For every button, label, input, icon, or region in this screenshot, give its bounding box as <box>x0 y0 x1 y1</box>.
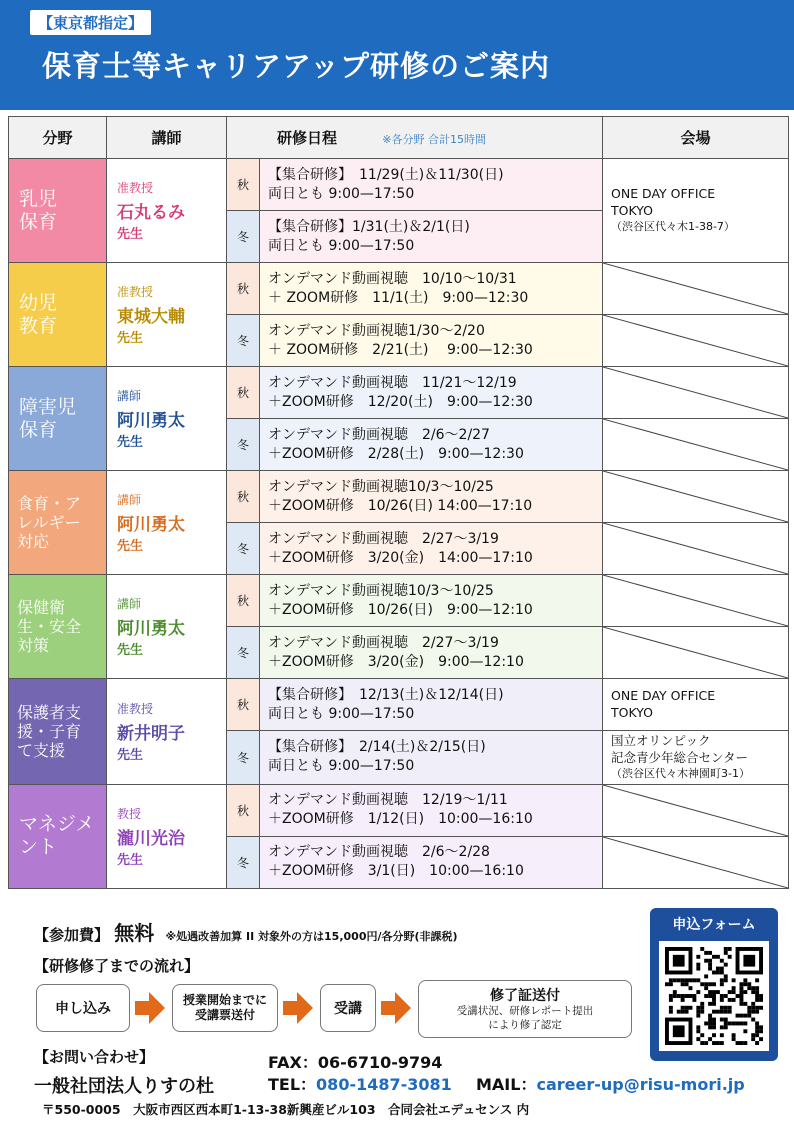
mail-label: MAIL： <box>476 1075 537 1094</box>
flow-step-certificate <box>418 980 632 1038</box>
venue-cell-empty <box>603 784 789 836</box>
session-detail-cell <box>260 211 603 263</box>
instructor-name: 新井明子 <box>117 723 185 744</box>
designation-tag: 【東京都指定】 <box>30 10 151 35</box>
session-detail: オンデマンド動画視聴 10/10〜10/31 ＋ ZOOM研修 11/1(土) 9:00—12:30 <box>268 270 529 306</box>
table-row <box>9 263 789 315</box>
table-row <box>9 367 789 419</box>
schedule-header-label: 研修日程 <box>277 129 338 147</box>
season-label: 秋 <box>236 594 249 608</box>
season-label: 秋 <box>236 803 249 818</box>
session-detail-cell <box>260 784 603 836</box>
session-detail-cell <box>260 523 603 575</box>
venue-cell-empty <box>603 419 789 471</box>
fax-number: FAX：06-6710-9794 <box>268 1053 443 1072</box>
qr-code-graphic <box>665 947 763 1045</box>
flow-step-title: 修了証送付 <box>490 988 560 1005</box>
session-detail: オンデマンド動画視聴 11/21〜12/19 ＋ZOOM研修 12/20(土) 9:00—12:30 <box>268 374 533 410</box>
mail-address[interactable]: career-up@risu-mori.jp <box>536 1075 745 1094</box>
flow-arrow-icon <box>381 992 411 1024</box>
table-header-row <box>9 117 789 159</box>
session-detail: オンデマンド動画視聴1/30〜2/20 ＋ ZOOM研修 2/21(土) 9:00—12:30 <box>268 322 533 358</box>
flow-step-title: 申し込み <box>55 1001 111 1017</box>
session-detail-cell <box>260 315 603 367</box>
category-label: 保護者支 援・子育 て支援 <box>17 702 82 760</box>
category-label: 乳児 保育 <box>19 187 58 233</box>
venue-cell <box>603 731 789 785</box>
category-label: マネジメ ント <box>19 813 95 859</box>
flow-step-title: 受講 <box>334 1001 362 1017</box>
instructor-cell <box>107 784 227 888</box>
category-cell <box>9 159 107 263</box>
season-cell <box>227 263 260 315</box>
instructor-rank: 准教授 <box>117 701 154 716</box>
season-label: 秋 <box>236 490 249 504</box>
venue-name: ONE DAY OFFICE TOKYO <box>611 186 716 219</box>
venue-cell-empty <box>603 836 789 888</box>
season-label: 秋 <box>236 282 249 296</box>
session-detail: 【集合研修】 2/14(土)＆2/15(日) 両日とも 9:00—17:50 <box>268 739 486 775</box>
schedule-header <box>227 117 603 159</box>
phone-line <box>268 1072 452 1095</box>
instructor-rank: 准教授 <box>117 181 154 195</box>
season-label: 秋 <box>236 178 249 192</box>
session-detail: オンデマンド動画視聴 2/27〜3/19 ＋ZOOM研修 3/20(金) 9:00—12:10 <box>268 634 524 670</box>
table-row <box>9 575 789 627</box>
category-cell <box>9 784 107 888</box>
season-label: 冬 <box>236 855 249 870</box>
venue-cell-empty <box>603 315 789 367</box>
session-detail-cell <box>260 419 603 471</box>
venue-cell-empty <box>603 263 789 315</box>
session-detail-cell <box>260 627 603 679</box>
session-detail: オンデマンド動画視聴 2/6〜2/28 ＋ZOOM研修 3/1(日) 10:00—16:10 <box>268 844 524 880</box>
instructor-honorific: 先生 <box>117 852 144 868</box>
flow-step-sub: 受講状況、研修レポート提出 により修了認定 <box>456 1005 594 1031</box>
venue-cell-empty <box>603 471 789 523</box>
category-label: 障害児 保育 <box>19 395 77 441</box>
category-cell <box>9 679 107 785</box>
season-label: 冬 <box>236 438 249 452</box>
instructor-honorific: 先生 <box>117 747 144 763</box>
flow-step-title: 授業開始までに 受講票送付 <box>182 993 267 1022</box>
venue-cell <box>603 159 789 263</box>
instructor-name: 瀧川光治 <box>117 828 185 849</box>
venue-cell-empty <box>603 627 789 679</box>
table-row <box>9 159 789 211</box>
instructor-name: 東城大輔 <box>117 307 185 327</box>
instructor-cell <box>107 679 227 785</box>
category-cell <box>9 471 107 575</box>
tel-label: TEL： <box>268 1075 317 1094</box>
session-detail: 【集合研修】 11/29(土)＆11/30(日) 両日とも 9:00—17:50 <box>268 166 504 202</box>
season-cell <box>227 836 260 888</box>
category-cell <box>9 263 107 367</box>
season-cell <box>227 784 260 836</box>
qr-code-icon[interactable] <box>659 941 769 1051</box>
empty-venue-slash <box>603 367 788 418</box>
application-form-panel[interactable] <box>650 908 778 1061</box>
venue-address: （渋谷区代々木神園町3-1） <box>611 766 750 780</box>
instructor-name: 阿川勇太 <box>117 619 185 639</box>
instructor-cell <box>107 575 227 679</box>
season-cell <box>227 679 260 731</box>
instructor-honorific: 先生 <box>117 435 144 450</box>
session-detail: オンデマンド動画視聴10/3〜10/25 ＋ZOOM研修 10/26(日) 14:00—17:10 <box>268 478 533 514</box>
session-detail: 【集合研修】 12/13(土)＆12/14(日) 両日とも 9:00—17:50 <box>268 686 504 722</box>
instructor-rank: 准教授 <box>117 285 154 299</box>
session-detail: オンデマンド動画視聴 2/6〜2/27 ＋ZOOM研修 2/28(土) 9:00—12:30 <box>268 426 524 462</box>
season-cell <box>227 627 260 679</box>
season-cell <box>227 315 260 367</box>
table-row <box>9 679 789 731</box>
session-detail-cell <box>260 263 603 315</box>
session-detail: オンデマンド動画視聴 12/19〜1/11 ＋ZOOM研修 1/12(日) 10:00—16:10 <box>268 792 533 828</box>
flow-step-attend <box>320 984 376 1032</box>
field-header: 分野 <box>9 117 107 159</box>
season-label: 冬 <box>236 646 249 660</box>
page-title: 保育士等キャリアアップ研修のご案内 <box>42 49 550 83</box>
empty-venue-slash <box>603 627 788 678</box>
mail-line <box>476 1072 745 1095</box>
session-detail: 【集合研修】1/31(土)＆2/1(日) 両日とも 9:00—17:50 <box>268 218 470 254</box>
season-cell <box>227 367 260 419</box>
form-title: 申込フォーム <box>672 917 756 933</box>
instructor-cell <box>107 263 227 367</box>
fee-section <box>34 917 458 946</box>
empty-venue-slash <box>603 837 788 888</box>
season-label: 冬 <box>236 230 249 244</box>
instructor-name: 阿川勇太 <box>117 411 185 431</box>
session-detail: オンデマンド動画視聴 2/27〜3/19 ＋ZOOM研修 3/20(金) 14:00—17:10 <box>268 530 533 566</box>
organization-name: 一般社団法人りすの杜 <box>34 1076 214 1097</box>
category-label: 食育・ア レルギー 対応 <box>17 493 82 552</box>
instructor-honorific: 先生 <box>117 643 144 658</box>
season-cell <box>227 419 260 471</box>
venue-cell <box>603 679 789 731</box>
contact-label: 【お問い合わせ】 <box>34 1048 155 1066</box>
session-detail-cell <box>260 159 603 211</box>
flow-label: 【研修修了までの流れ】 <box>34 957 200 975</box>
category-label: 幼児 教育 <box>19 291 58 337</box>
empty-venue-slash <box>603 575 788 626</box>
session-detail-cell <box>260 575 603 627</box>
empty-venue-slash <box>603 523 788 574</box>
venue-name: ONE DAY OFFICE TOKYO <box>611 687 716 720</box>
category-cell <box>9 367 107 471</box>
venue-cell-empty <box>603 367 789 419</box>
fee-note: ※処遇改善加算 II 対象外の方は15,000円/各分野(非課税) <box>165 930 458 943</box>
instructor-rank: 講師 <box>117 389 142 403</box>
instructor-name: 石丸るみ <box>117 203 185 223</box>
season-cell <box>227 523 260 575</box>
flow-step-ticket <box>172 984 278 1032</box>
season-cell <box>227 731 260 785</box>
tel-number[interactable]: 080-1487-3081 <box>316 1075 452 1094</box>
instructor-cell <box>107 367 227 471</box>
empty-venue-slash <box>603 471 788 522</box>
session-detail: オンデマンド動画視聴10/3〜10/25 ＋ZOOM研修 10/26(日) 9:00—12:10 <box>268 582 533 618</box>
empty-venue-slash <box>603 785 788 836</box>
venue-address: （渋谷区代々木1-38-7） <box>611 219 735 233</box>
instructor-cell <box>107 159 227 263</box>
category-label: 保健衛 生・安全 対策 <box>17 597 82 656</box>
schedule-body <box>9 159 789 889</box>
empty-venue-slash <box>603 315 788 366</box>
session-detail-cell <box>260 836 603 888</box>
flow-arrow-icon <box>283 992 313 1024</box>
instructor-rank: 教授 <box>117 806 142 821</box>
season-label: 秋 <box>236 386 249 400</box>
session-detail-cell <box>260 731 603 785</box>
venue-cell-empty <box>603 575 789 627</box>
instructor-honorific: 先生 <box>117 539 144 554</box>
session-detail-cell <box>260 471 603 523</box>
instructor-header: 講師 <box>107 117 227 159</box>
session-detail-cell <box>260 679 603 731</box>
header-banner <box>0 0 794 110</box>
season-cell <box>227 575 260 627</box>
flow-arrow-icon <box>135 992 165 1024</box>
instructor-honorific: 先生 <box>117 331 144 346</box>
season-label: 冬 <box>236 334 249 348</box>
table-row <box>9 471 789 523</box>
season-cell <box>227 471 260 523</box>
venue-name: 国立オリンピック 記念青少年総合センター <box>611 733 749 765</box>
season-cell <box>227 159 260 211</box>
venue-cell-empty <box>603 523 789 575</box>
instructor-rank: 講師 <box>117 597 142 611</box>
season-label: 秋 <box>236 698 249 712</box>
instructor-rank: 講師 <box>117 493 142 507</box>
schedule-table <box>8 116 789 889</box>
category-cell <box>9 575 107 679</box>
flow-step-apply <box>36 984 130 1032</box>
fee-label: 【参加費】 <box>34 926 110 944</box>
empty-venue-slash <box>603 263 788 314</box>
season-cell <box>227 211 260 263</box>
instructor-cell <box>107 471 227 575</box>
hours-note: ※各分野 合計15時間 <box>382 133 486 146</box>
session-detail-cell <box>260 367 603 419</box>
postal-address: 〒550-0005 大阪市西区西本町1-13-38新興産ビル103 合同会社エデュセンス 内 <box>42 1102 530 1117</box>
empty-venue-slash <box>603 419 788 470</box>
venue-header: 会場 <box>603 117 789 159</box>
season-label: 冬 <box>236 750 249 765</box>
season-label: 冬 <box>236 542 249 556</box>
table-row <box>9 784 789 836</box>
fee-value: 無料 <box>114 921 155 945</box>
instructor-name: 阿川勇太 <box>117 515 185 535</box>
instructor-honorific: 先生 <box>117 227 144 242</box>
